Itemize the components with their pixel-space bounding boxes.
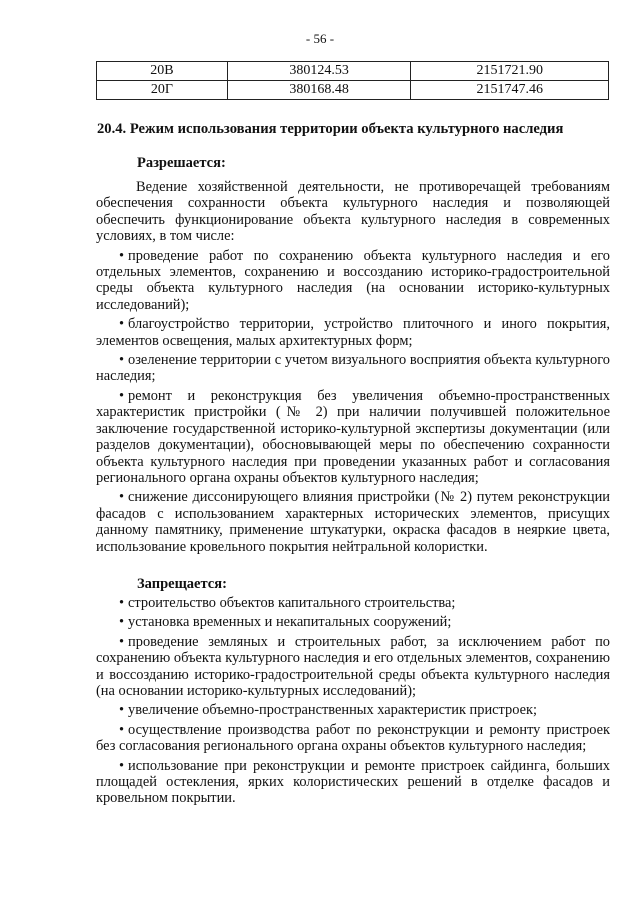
forbidden-section xyxy=(96,595,610,807)
list-item-text: использование при реконструкции и ремонте пристроек сайдинга, больших площадей остекления, ярких колористических решений в отделке фасадов и кровельном покрытии. xyxy=(96,757,610,807)
list-item: • проведение работ по сохранению объекта культурного наследия и его отдельных элементов, сохранению и воссозданию историко-градостроительной среды объекта культурного наследия (на основании историко-культурных исследований); xyxy=(96,247,610,313)
forbidden-title: Запрещается: xyxy=(137,576,227,592)
list-item-text: озеленение территории с учетом визуального восприятия объекта культурного наследия; xyxy=(96,352,610,385)
list-item-text: увеличение объемно-пространственных характеристик пристроек; xyxy=(128,702,537,719)
coord-x-cell: 380124.53 xyxy=(227,62,411,81)
point-id-cell: 20В xyxy=(97,62,228,81)
list-item: • установка временных и некапитальных сооружений; xyxy=(119,614,452,631)
allowed-title: Разрешается: xyxy=(137,155,226,171)
list-item-text: проведение работ по сохранению объекта культурного наследия и его отдельных элементов, сохранению и воссозданию историко-градостроительной среды объекта культурного наследия (на основании историко-культурных исследований); xyxy=(96,247,610,313)
list-item: • благоустройство территории, устройство плиточного и иного покрытия, элементов освещения, малых архитектурных форм; xyxy=(96,316,610,349)
table-row xyxy=(97,62,609,81)
coordinates-table xyxy=(96,61,609,100)
list-item-text: установка временных и некапитальных сооружений; xyxy=(128,614,452,631)
coord-x-cell: 380168.48 xyxy=(227,81,411,100)
list-item: • снижение диссонирующего влияния пристройки (№ 2) путем реконструкции фасадов с использованием характерных исторических элементов, присущих данному памятнику, применение штукатурки, окраска фасадов в неяркие цвета, использование кровельного покрытия нейтральной колористки. xyxy=(96,489,610,555)
list-item: • осуществление производства работ по реконструкции и ремонту пристроек без согласования регионального органа охраны объектов культурного наследия; xyxy=(96,721,610,755)
list-item-text: проведение земляных и строительных работ, за исключением работ по сохранению объекта культурного наследия и его отдельных элементов, сохранению и воссозданию историко-градостроительной среды объекта культурного наследия (на основании историко-культурных исследований); xyxy=(96,633,610,700)
list-item-text: осуществление производства работ по реконструкции и ремонту пристроек без согласования регионального органа охраны объектов культурного наследия; xyxy=(96,721,610,755)
list-item: • строительство объектов капитального строительства; xyxy=(119,595,456,611)
coord-y-cell: 2151747.46 xyxy=(411,81,609,100)
coord-y-cell: 2151721.90 xyxy=(411,62,609,81)
list-item-text: строительство объектов капитального строительства; xyxy=(128,595,456,611)
list-item: • озеленение территории с учетом визуального восприятия объекта культурного наследия; xyxy=(96,352,610,385)
allowed-intro: Ведение хозяйственной деятельности, не противоречащей требованиям обеспечения сохранности объекта культурного наследия и позволяющей обеспечить функционирование объекта культурного наследия в современных условиях, в том числе: xyxy=(96,179,610,245)
list-item: • использование при реконструкции и ремонте пристроек сайдинга, больших площадей остекления, ярких колористических решений в отделке фасадов и кровельном покрытии. xyxy=(96,757,610,807)
point-id-cell: 20Г xyxy=(97,81,228,100)
section-heading: 20.4. Режим использования территории объекта культурного наследия xyxy=(97,121,564,137)
list-item: • увеличение объемно-пространственных характеристик пристроек; xyxy=(119,702,537,719)
list-item-text: ремонт и реконструкция без увеличения объемно-пространственных характеристик пристройки (№ 2) при наличии получившей положительное заключение государственной историко-культурной экспертизы документации (или разделов документации), обосновывающей меры по обеспечению сохранности объекта культурного наследия при проведении указанных работ и согласования регионального органа охраны объектов культурного наследия; xyxy=(96,387,610,486)
table-row xyxy=(97,81,609,100)
list-item: • проведение земляных и строительных работ, за исключением работ по сохранению объекта культурного наследия и его отдельных элементов, сохранению и воссозданию историко-градостроительной среды объекта культурного наследия (на основании историко-культурных исследований); xyxy=(96,633,610,700)
allowed-section xyxy=(96,179,610,555)
list-item: • ремонт и реконструкция без увеличения объемно-пространственных характеристик пристройки (№ 2) при наличии получившей положительное заключение государственной историко-культурной экспертизы документации (или разделов документации), обосновывающей меры по обеспечению сохранности объекта культурного наследия при проведении указанных работ и согласования регионального органа охраны объектов культурного наследия; xyxy=(96,387,610,486)
list-item-text: благоустройство территории, устройство плиточного и иного покрытия, элементов освещения, малых архитектурных форм; xyxy=(96,316,610,349)
page-number: - 56 - xyxy=(305,31,335,46)
list-item-text: снижение диссонирующего влияния пристройки (№ 2) путем реконструкции фасадов с использованием характерных исторических элементов, присущих данному памятнику, применение штукатурки, окраска фасадов в неяркие цвета, использование кровельного покрытия нейтральной колористки. xyxy=(96,489,610,555)
